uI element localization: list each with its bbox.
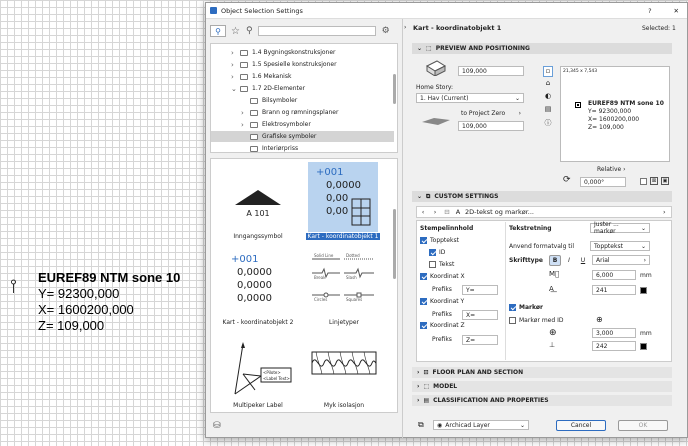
app-icon bbox=[210, 7, 217, 14]
floor-plan-section-header[interactable]: › ⊡ FLOOR PLAN AND SECTION bbox=[412, 367, 672, 378]
marker-pen-icon: ⊥ bbox=[549, 341, 556, 349]
preview-line-y: Y= 92300,000 bbox=[588, 108, 632, 115]
preview-line-z: Z= 109,000 bbox=[588, 124, 624, 131]
koordinat-x-checkbox[interactable] bbox=[420, 273, 465, 280]
tree-item[interactable] bbox=[231, 59, 337, 70]
gallery-item-kart-koordinatobjekt-2[interactable] bbox=[215, 249, 301, 327]
italic-button[interactable]: I bbox=[568, 257, 570, 264]
tree-item-label: Elektrosymboler bbox=[262, 121, 311, 128]
tree-item-label: 1.7 2D-Elementer bbox=[252, 85, 306, 92]
text-icon: A bbox=[455, 208, 461, 216]
preview-window bbox=[560, 66, 670, 162]
floor-plan-title: FLOOR PLAN AND SECTION bbox=[432, 369, 524, 376]
left-toolbar bbox=[210, 24, 398, 38]
tree-item[interactable] bbox=[231, 47, 336, 58]
preview-section-header[interactable]: ⌄ ⬚ PREVIEW AND POSITIONING bbox=[412, 43, 672, 54]
markor-label: Markør bbox=[519, 304, 543, 311]
pen-color-swatch-1[interactable] bbox=[640, 287, 647, 294]
marker-size-input[interactable]: 3,000 bbox=[592, 328, 636, 338]
floor-plan-icon: ⊡ bbox=[423, 369, 429, 376]
view-3d-icon[interactable]: ◐ bbox=[544, 92, 552, 100]
anchor-icon[interactable]: ▣ bbox=[662, 178, 668, 184]
pen-color-swatch-2[interactable] bbox=[640, 343, 647, 350]
bold-button[interactable]: B bbox=[549, 255, 561, 266]
canvas-line-z: Z= 109,000 bbox=[38, 318, 105, 333]
to-project-zero-label: to Project Zero bbox=[461, 109, 506, 117]
help-button[interactable]: ? bbox=[648, 6, 652, 15]
chevron-down-icon: ⌄ bbox=[514, 94, 520, 102]
custom-settings-title: CUSTOM SETTINGS bbox=[434, 193, 499, 200]
view-elevation-icon[interactable]: ⌂ bbox=[545, 79, 551, 87]
id-checkbox[interactable] bbox=[429, 249, 445, 256]
chevron-down-icon: ⌄ bbox=[640, 242, 646, 250]
tree-item-label: Interiørpriss bbox=[262, 145, 299, 152]
koord1-preview: +001 0,0000 0,00 0,00 bbox=[316, 167, 361, 217]
tree-item-label: 1.6 Mekanisk bbox=[252, 73, 292, 80]
model-section-header[interactable]: › ⬚ MODEL bbox=[412, 381, 672, 392]
gallery-item-inngangssymbol[interactable] bbox=[215, 163, 301, 241]
canvas-line-y: Y= 92300,000 bbox=[38, 286, 120, 301]
preview-icon: ⬚ bbox=[426, 45, 432, 52]
ok-button[interactable]: OK bbox=[618, 420, 668, 431]
search-icon[interactable]: ⚲ bbox=[245, 26, 253, 36]
koordinat-z-checkbox[interactable] bbox=[420, 322, 465, 329]
line-label-squares: Squares bbox=[346, 297, 363, 302]
custom-panel-name: 2D-tekst og markør... bbox=[465, 208, 534, 216]
tekst-label: Tekst bbox=[439, 261, 455, 268]
rotate-icon: ⟳ bbox=[563, 175, 571, 185]
line-label-circles: Circles bbox=[314, 297, 328, 302]
stempelinnhold-label: Stempelinnhold bbox=[420, 225, 474, 232]
plane-icon bbox=[420, 116, 452, 128]
prefiks-label-1: Prefiks bbox=[432, 286, 452, 293]
gallery-label: Multipeker Label bbox=[233, 402, 283, 409]
tree-item[interactable] bbox=[211, 131, 394, 142]
font-value: Arial bbox=[596, 256, 610, 264]
folder-icon bbox=[250, 134, 258, 140]
font-size-icon: M⃞ bbox=[549, 270, 560, 278]
tekstretning-label: Tekstretning bbox=[509, 225, 552, 232]
gallery-label: Myk isolasjon bbox=[323, 402, 365, 409]
mirror-checkbox[interactable] bbox=[640, 178, 647, 185]
tree-item[interactable] bbox=[241, 143, 298, 154]
gallery-label: Linjetyper bbox=[328, 319, 360, 326]
koordinat-x-label: Koordinat X bbox=[430, 273, 465, 280]
tree-item-label: Grafiske symboler bbox=[262, 133, 317, 140]
koordinat-y-checkbox[interactable] bbox=[420, 298, 464, 305]
linjetyper-preview bbox=[308, 249, 380, 313]
preview-line-x: X= 1600200,000 bbox=[588, 116, 640, 123]
checkbox-icon bbox=[429, 249, 436, 256]
folder-icon bbox=[250, 146, 258, 152]
chevron-right-icon[interactable]: › bbox=[231, 60, 234, 69]
chevron-right-icon: › bbox=[518, 109, 521, 117]
formatvalg-select[interactable] bbox=[590, 241, 650, 251]
checkbox-icon bbox=[420, 322, 427, 329]
home-story-value: 1. Hav (Current) bbox=[420, 94, 469, 102]
layer-value: Archicad Layer bbox=[445, 421, 490, 429]
pen-icon: A͟ bbox=[549, 285, 554, 293]
search-input[interactable] bbox=[258, 26, 376, 36]
folder-icon bbox=[240, 86, 248, 92]
prefix-z-input[interactable]: Z= bbox=[462, 335, 498, 345]
koordinat-y-label: Koordinat Y bbox=[430, 298, 465, 305]
gallery-label: Inngangssymbol bbox=[233, 233, 283, 240]
marker-size-icon: ⊕ bbox=[549, 328, 557, 338]
tree-item[interactable] bbox=[241, 95, 297, 106]
close-icon[interactable]: ✕ bbox=[673, 6, 679, 15]
prefiks-label-3: Prefiks bbox=[432, 336, 452, 343]
height-input-1[interactable]: 109,000 bbox=[458, 66, 524, 76]
checkbox-icon bbox=[420, 273, 427, 280]
reference-select[interactable] bbox=[458, 108, 524, 118]
library-tree bbox=[210, 43, 398, 153]
dialog-titlebar bbox=[206, 3, 687, 19]
model-title: MODEL bbox=[433, 383, 458, 390]
folder-view-icon[interactable]: ⚲ bbox=[210, 25, 226, 37]
dialog-title: Object Selection Settings bbox=[221, 6, 303, 15]
object-name: Kart - koordinatobjekt 1 bbox=[413, 24, 502, 32]
prefiks-label-2: Prefiks bbox=[432, 311, 452, 318]
tree-item[interactable] bbox=[231, 71, 291, 82]
home-story-label: Home Story: bbox=[416, 84, 454, 91]
panel-menu-arrow[interactable]: › bbox=[663, 208, 666, 216]
marker-size-unit: mm bbox=[640, 330, 652, 337]
chevron-right-icon: › bbox=[643, 256, 646, 264]
line-label-dotted: Dotted bbox=[346, 253, 360, 258]
chevron-down-icon: ⌄ bbox=[640, 224, 646, 232]
chevron-down-icon[interactable]: ⌄ bbox=[231, 84, 237, 93]
view-section-icon[interactable]: ▤ bbox=[544, 105, 552, 113]
chevron-right-icon[interactable]: › bbox=[231, 48, 234, 57]
multipeker-preview bbox=[215, 334, 301, 400]
preview-text bbox=[588, 100, 664, 132]
classification-title: CLASSIFICATION AND PROPERTIES bbox=[433, 397, 549, 404]
line-label-slash: Slash bbox=[346, 275, 357, 280]
gallery-scrollbar[interactable] bbox=[393, 209, 396, 279]
selected-count: Selected: 1 bbox=[642, 25, 676, 32]
folder-icon bbox=[250, 110, 258, 116]
markor-checkbox[interactable] bbox=[509, 304, 543, 311]
folder-icon bbox=[250, 122, 258, 128]
gallery-item-myk-isolasjon[interactable] bbox=[308, 334, 380, 412]
prev-page-button[interactable]: ‹ bbox=[421, 208, 425, 216]
canvas-line-x: X= 1600200,000 bbox=[38, 302, 134, 317]
panel-splitter[interactable] bbox=[402, 19, 403, 438]
line-label-solid: Solid Line bbox=[314, 253, 334, 258]
tree-item[interactable] bbox=[241, 107, 338, 118]
chevron-down-icon: ⌄ bbox=[519, 421, 525, 429]
canvas-line-title: EUREF89 NTM sone 10 bbox=[38, 270, 181, 285]
inngangssymbol-text: A 101 bbox=[246, 209, 270, 218]
preview-size: 21,345 x 7,543 bbox=[563, 69, 598, 74]
formatvalg-value: Topptekst bbox=[594, 242, 623, 250]
chevron-right-icon[interactable]: › bbox=[241, 120, 244, 129]
model-icon: ⬚ bbox=[423, 383, 430, 390]
prefix-x-input[interactable]: X= bbox=[462, 310, 498, 320]
prefix-y-input[interactable]: Y= bbox=[462, 285, 498, 295]
multipeker-tag-label-text: <Label Text> bbox=[263, 376, 290, 381]
home-story-select[interactable] bbox=[416, 93, 524, 103]
library-manager-icon[interactable]: ⛁ bbox=[213, 421, 221, 431]
tree-item-label: Brann og rømningsplaner bbox=[262, 109, 339, 116]
checkbox-icon bbox=[429, 261, 436, 268]
tekstretning-select[interactable] bbox=[590, 223, 650, 233]
next-page-button[interactable]: › bbox=[433, 208, 437, 216]
gallery-label: Kart - koordinatobjekt 2 bbox=[222, 319, 294, 326]
info-icon[interactable]: ⓘ bbox=[544, 119, 552, 127]
preview-section-title: PREVIEW AND POSITIONING bbox=[435, 45, 530, 52]
multipeker-tag-pilote: <Pilote> bbox=[263, 370, 281, 375]
flip-icon[interactable]: ⊠ bbox=[651, 178, 657, 184]
preview-line-title: EUREF89 NTM sone 10 bbox=[588, 100, 664, 107]
height-input-2[interactable]: 109,000 bbox=[458, 121, 524, 131]
folder-icon bbox=[250, 98, 258, 104]
view-2d-icon[interactable]: ▫ bbox=[543, 66, 553, 77]
font-size-unit: mm bbox=[640, 272, 652, 279]
chevron-right-icon[interactable]: › bbox=[241, 108, 244, 117]
pen-input-2[interactable]: 242 bbox=[592, 341, 636, 351]
tree-item[interactable] bbox=[241, 119, 311, 130]
formatvalg-label: Anvend formatvalg til bbox=[509, 243, 574, 250]
custom-nav-bar bbox=[416, 206, 672, 218]
tree-item[interactable] bbox=[231, 83, 305, 94]
relative-button[interactable]: Relative › bbox=[597, 166, 626, 173]
layer-icon: ⧉ bbox=[418, 420, 424, 429]
pen-input-1[interactable]: 241 bbox=[592, 285, 636, 295]
underline-button[interactable]: U bbox=[580, 257, 586, 264]
favorites-icon[interactable]: ☆ bbox=[231, 25, 240, 37]
relative-label: Relative bbox=[597, 166, 622, 173]
eye-icon: ◉ bbox=[437, 421, 443, 429]
checkbox-icon bbox=[509, 304, 516, 311]
canvas-coordinate-label[interactable] bbox=[38, 270, 180, 334]
box-icon bbox=[425, 58, 447, 76]
custom-divider bbox=[505, 222, 506, 360]
folder-icon bbox=[240, 62, 248, 68]
cancel-button[interactable]: Cancel bbox=[556, 420, 606, 431]
gallery-item-multipeker-label[interactable] bbox=[215, 334, 301, 412]
font-select[interactable] bbox=[592, 255, 650, 265]
topptekst-label: Topptekst bbox=[430, 237, 459, 244]
markor-med-id-label: Markør med ID bbox=[519, 317, 564, 324]
checkbox-icon bbox=[420, 237, 427, 244]
layer-select[interactable] bbox=[433, 420, 529, 430]
page-list-icon[interactable]: ⊟ bbox=[444, 208, 450, 216]
tree-item-label: 1.4 Bygningskonstruksjoner bbox=[252, 49, 336, 56]
folder-icon bbox=[240, 50, 248, 56]
gallery-item-linjetyper[interactable] bbox=[308, 249, 380, 327]
isolasjon-preview bbox=[308, 334, 380, 394]
skrifttype-label: Skrifttype bbox=[509, 257, 543, 264]
koord2-preview: +001 0,0000 0,0000 0,0000 bbox=[231, 254, 272, 304]
classification-icon: ▤ bbox=[423, 397, 430, 404]
inngangssymbol-preview bbox=[215, 163, 301, 213]
line-label-break: Break bbox=[314, 275, 326, 280]
chevron-right-icon[interactable]: › bbox=[231, 72, 234, 81]
tree-scrollbar[interactable] bbox=[393, 74, 396, 104]
tree-item-label: 1.5 Spesielle konstruksjoner bbox=[252, 61, 337, 68]
marker-style-icon[interactable]: ⊕ bbox=[596, 315, 603, 324]
gear-icon[interactable]: ⚙ bbox=[381, 26, 390, 36]
collapse-arrow[interactable]: › bbox=[404, 24, 407, 31]
koordinat-z-label: Koordinat Z bbox=[430, 322, 465, 329]
grid-icon bbox=[351, 198, 371, 226]
gallery-label-selected: Kart - koordinatobjekt 1 bbox=[307, 233, 379, 240]
tekst-checkbox[interactable] bbox=[429, 261, 454, 268]
id-label: ID bbox=[439, 249, 446, 256]
checkbox-icon bbox=[420, 298, 427, 305]
topptekst-checkbox[interactable] bbox=[420, 237, 459, 244]
font-size-input[interactable]: 6,000 bbox=[592, 270, 636, 280]
canvas-origin-marker[interactable] bbox=[11, 279, 16, 291]
angle-input[interactable]: 0,000° bbox=[580, 177, 626, 187]
custom-settings-icon: ⧉ bbox=[426, 192, 431, 200]
checkbox-icon bbox=[509, 317, 516, 324]
object-gallery bbox=[210, 158, 398, 413]
classification-section-header[interactable]: › ▤ CLASSIFICATION AND PROPERTIES bbox=[412, 395, 672, 406]
markor-med-id-checkbox[interactable] bbox=[509, 317, 563, 324]
folder-icon bbox=[240, 74, 248, 80]
view-mode-toolbar bbox=[543, 66, 553, 131]
preview-anchor-icon bbox=[575, 102, 581, 108]
gallery-item-kart-koordinatobjekt-1[interactable] bbox=[308, 162, 378, 240]
tree-item-label: Bilsymboler bbox=[262, 97, 298, 104]
custom-settings-header[interactable]: ⌄ ⧉ CUSTOM SETTINGS bbox=[412, 191, 672, 202]
tekstretning-value: Juster ... markør bbox=[594, 221, 619, 235]
